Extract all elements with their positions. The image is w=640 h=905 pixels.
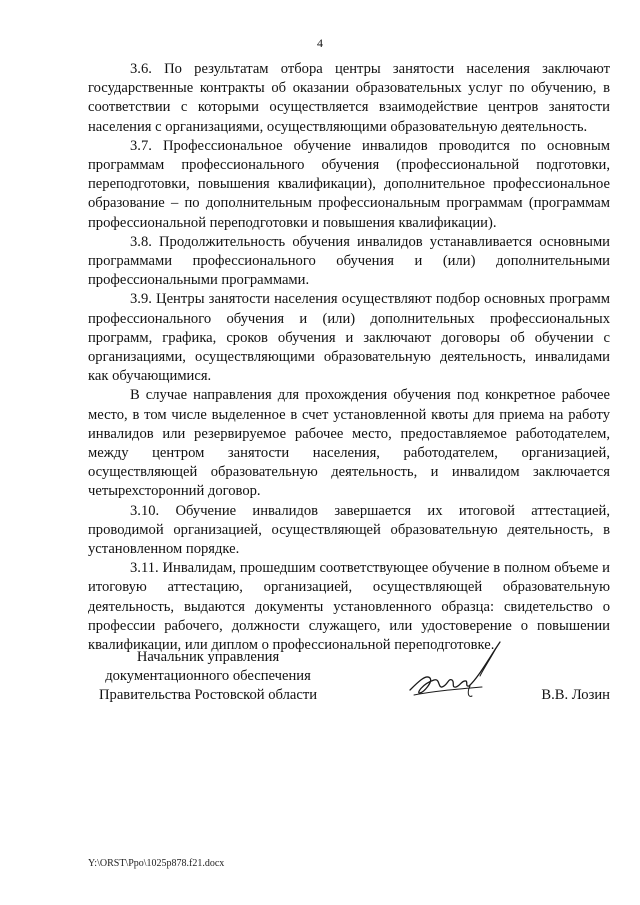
paragraph-3-8: 3.8. Продолжительность обучения инвалидов устанавливается основными программами профессионального обучения и (или) дополнительными профессиональными программами. (88, 233, 610, 289)
page-number: 4 (317, 36, 323, 50)
document-body (88, 60, 610, 655)
file-path-footer: Y:\ORST\Ppo\1025p878.f21.docx (88, 858, 225, 869)
paragraph-3-6: 3.6. По результатам отбора центры занятости населения заключают государственные контракты об оказании образовательных услуг по обучению, в соответствии с которыми осуществляется взаимодействие центров занятости населения с организациями, осуществляющими образовательную деятельность. (88, 61, 610, 135)
signature-block (88, 648, 610, 728)
paragraph-3-9: 3.9. Центры занятости населения осуществляют подбор основных программ профессионального обучения и (или) дополнительных профессиональных программ, графика, сроков обучения и заключают договоры об обучении с организациями, осуществляющими образовательную деятельность, инвалидами как обучающимися. (88, 291, 610, 385)
signer-name: В.В. Лозин (541, 687, 610, 703)
signer-position (88, 648, 328, 706)
handwritten-signature (404, 638, 514, 708)
paragraph-3-10: 3.10. Обучение инвалидов завершается их итоговой аттестацией, проводимой организацией, осуществляющей образовательную деятельность, в установленном порядке. (88, 502, 610, 558)
signer-position-line: Правительства Ростовской области (98, 687, 318, 704)
paragraph-3-7: 3.7. Профессиональное обучение инвалидов проводится по основным программам профессионального обучения (профессиональной подготовки, переподготовки, повышения квалификации), дополнительное профессиональное образование – по дополнительным профессиональным программам (программам профессиональной переподготовки и повышения квалификации). (88, 137, 610, 231)
signer-position-line: Начальник управления (136, 649, 280, 665)
signer-position-line: документационного обеспечения (105, 668, 311, 685)
paragraph-3-9-continuation: В случае направления для прохождения обучения под конкретное рабочее место, в том числе выделенное в счет установленной квоты для приема на работу инвалидов или резервируемое рабочее место, предоставляемое работодателем, между центром занятости населения, работодателем, организацией, осуществляющей образовательную деятельность, и инвалидом заключается четырехсторонний договор. (88, 387, 610, 500)
paragraph-3-11: 3.11. Инвалидам, прошедшим соответствующее обучение в полном объеме и итоговую аттестацию, организацией, осуществляющей образовательную деятельность, выдаются документы установленного образца: свидетельство о профессии рабочего, должности служащего, или удостоверение о повышении квалификации, или диплом о профессиональной переподготовке. (88, 560, 610, 654)
